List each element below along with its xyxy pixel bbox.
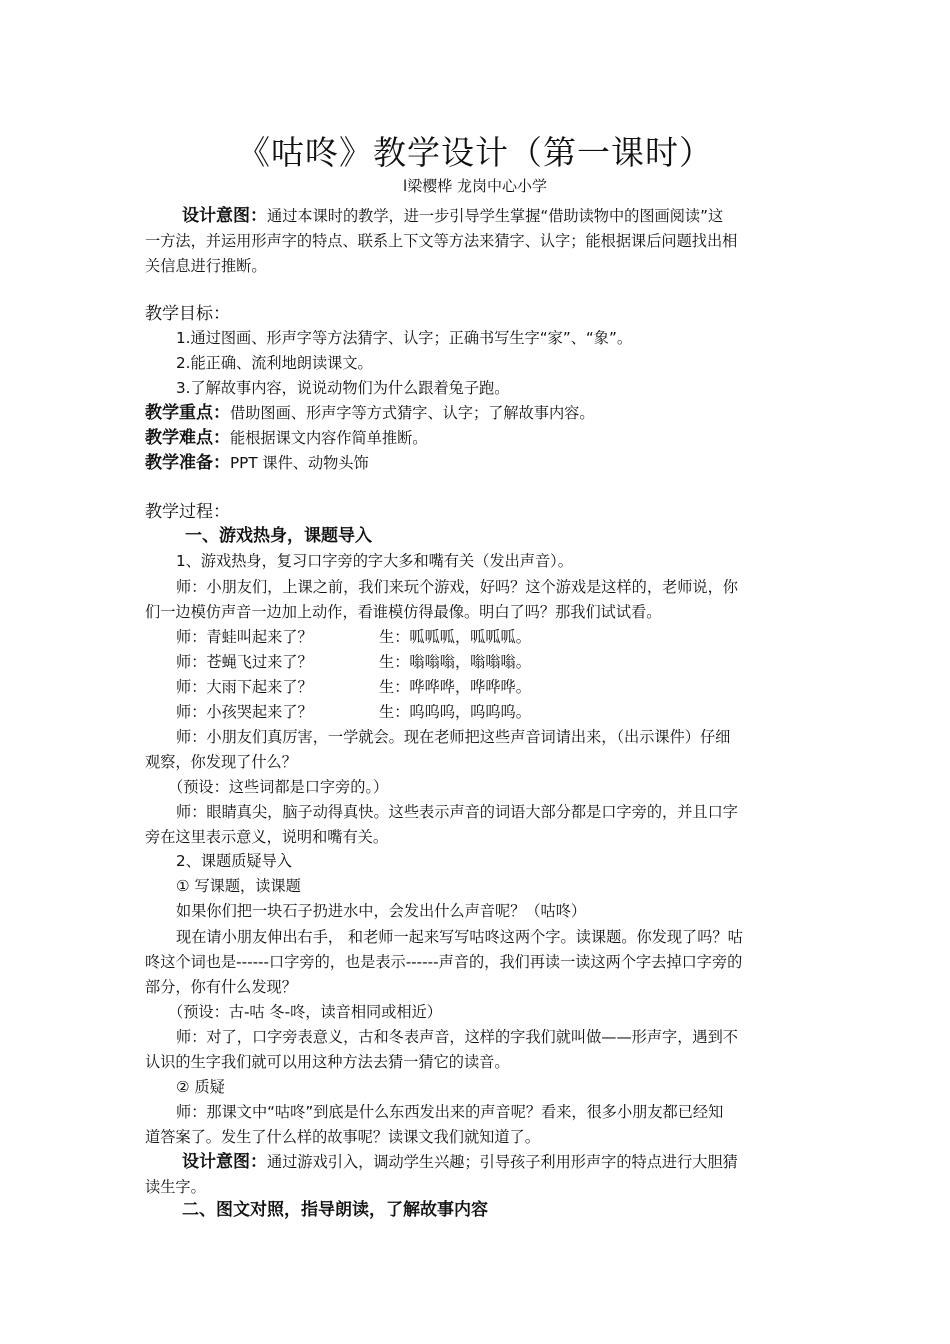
- difficulties-text: 能根据课文内容作简单推断。: [230, 429, 428, 447]
- subsection-1-1: 1、游戏热身，复习口字旁的字大多和嘴有关（发出声音）。: [176, 552, 573, 570]
- author-line: l梁樱桦 龙岗中心小学: [403, 177, 547, 195]
- difficulties: [145, 428, 427, 448]
- key-points-text: 借助图画、形声字等方式猜字、认字；了解故事内容。: [230, 404, 595, 422]
- paragraph-line: 师：那课文中“咕咚”到底是什么东西发出来的声音呢？看来，很多小朋友都已经知: [176, 1103, 724, 1121]
- paragraph-line: 师：对了，口字旁表意义，古和冬表声音，这样的字我们就叫做——形声字，遇到不: [176, 1028, 738, 1046]
- design-intent-2-text: 通过游戏引入，调动学生兴趣；引导孩子利用形声字的特点进行大胆猜: [267, 1153, 738, 1171]
- design-intent-label: 设计意图：: [182, 206, 267, 226]
- design-intent-line-3: 关信息进行推断。: [145, 257, 267, 275]
- design-intent-2: [182, 1152, 738, 1172]
- process-heading: 教学过程：: [145, 502, 230, 522]
- dialog-student: 生：呱呱呱，呱呱呱。: [379, 628, 531, 646]
- paragraph-line: 师：小朋友们，上课之前，我们来玩个游戏，好吗？这个游戏是这样的，老师说，你: [176, 578, 738, 596]
- paragraph-line: 师：眼睛真尖，脑子动得真快。这些表示声音的词语大部分都是口字旁的，并且口字: [176, 803, 738, 821]
- preparation-text: PPT 课件、动物头饰: [230, 454, 369, 472]
- dialog-student: 生：嗡嗡嗡，嗡嗡嗡。: [379, 653, 531, 671]
- design-intent-2-label: 设计意图：: [182, 1152, 267, 1172]
- dialog-teacher: 师：青蛙叫起来了？: [176, 628, 313, 646]
- dialog-student: 生：哗哗哗，哗哗哗。: [379, 678, 531, 696]
- section-2-heading: 二、图文对照，指导朗读，了解故事内容: [182, 1200, 488, 1220]
- goal-item: 1.通过图画、形声字等方法猜字、认字；正确书写生字“家”、“象”。: [176, 329, 633, 347]
- step-heading: ① 写课题，读课题: [176, 877, 301, 895]
- paragraph-line: 认识的生字我们就可以用这种方法去猜一猜它的读音。: [145, 1053, 510, 1071]
- paragraph-line: 咚这个词也是------口字旁的，也是表示------声音的，我们再读一读这两个字去掉口字旁的: [145, 953, 743, 971]
- paragraph-line: 道答案了。发生了什么样的故事呢？读课文我们就知道了。: [145, 1128, 540, 1146]
- goals-heading: 教学目标：: [145, 304, 230, 324]
- paragraph-line: 师：小朋友们真厉害，一学就会。现在老师把这些声音词请出来，（出示课件）仔细: [176, 728, 731, 746]
- paragraph-line: 旁在这里表示意义，说明和嘴有关。: [145, 828, 388, 846]
- goal-item: 3.了解故事内容，说说动物们为什么跟着兔子跑。: [176, 379, 510, 397]
- key-points: [145, 403, 595, 423]
- subsection-1-2: 2、课题质疑导入: [176, 852, 292, 870]
- preset-note: （预设：古-咕 冬-咚，读音相同或相近）: [168, 1003, 442, 1021]
- dialog-teacher: 师：大雨下起来了？: [176, 678, 313, 696]
- design-intent-line-2: 一方法，并运用形声字的特点、联系上下文等方法来猜字、认字；能根据课后问题找出相: [145, 232, 738, 250]
- dialog-teacher: 师：苍蝇飞过来了？: [176, 653, 313, 671]
- paragraph-line: 现在请小朋友伸出右手， 和老师一起来写写咕咚这两个字。读课题。你发现了吗？咕: [176, 928, 743, 946]
- design-intent-line-1: [182, 206, 723, 226]
- paragraph-line: 观察，你发现了什么？: [145, 753, 297, 771]
- key-points-label: 教学重点：: [145, 403, 230, 423]
- paragraph-line: 读生字。: [145, 1178, 206, 1196]
- preparation-label: 教学准备：: [145, 453, 230, 473]
- preparation: [145, 453, 369, 473]
- page-title: 《咕咚》教学设计（第一课时）: [237, 133, 713, 172]
- difficulties-label: 教学难点：: [145, 428, 230, 448]
- dialog-student: 生：呜呜呜，呜呜呜。: [379, 703, 531, 721]
- goal-item: 2.能正确、流利地朗读课文。: [176, 354, 373, 372]
- section-1-heading: 一、游戏热身，课题导入: [185, 526, 372, 546]
- paragraph-line: 如果你们把一块石子扔进水中，会发出什么声音呢？（咕咚）: [176, 902, 587, 920]
- paragraph-line: 部分，你有什么发现？: [145, 978, 297, 996]
- step-heading: ② 质疑: [176, 1078, 225, 1096]
- design-intent-text: 通过本课时的教学，进一步引导学生掌握“借助读物中的图画阅读”这: [267, 207, 724, 225]
- dialog-teacher: 师：小孩哭起来了？: [176, 703, 313, 721]
- paragraph-line: 们一边模仿声音一边加上动作，看谁模仿得最像。明白了吗？那我们试试看。: [145, 603, 662, 621]
- preset-note: （预设：这些词都是口字旁的。）: [168, 778, 389, 796]
